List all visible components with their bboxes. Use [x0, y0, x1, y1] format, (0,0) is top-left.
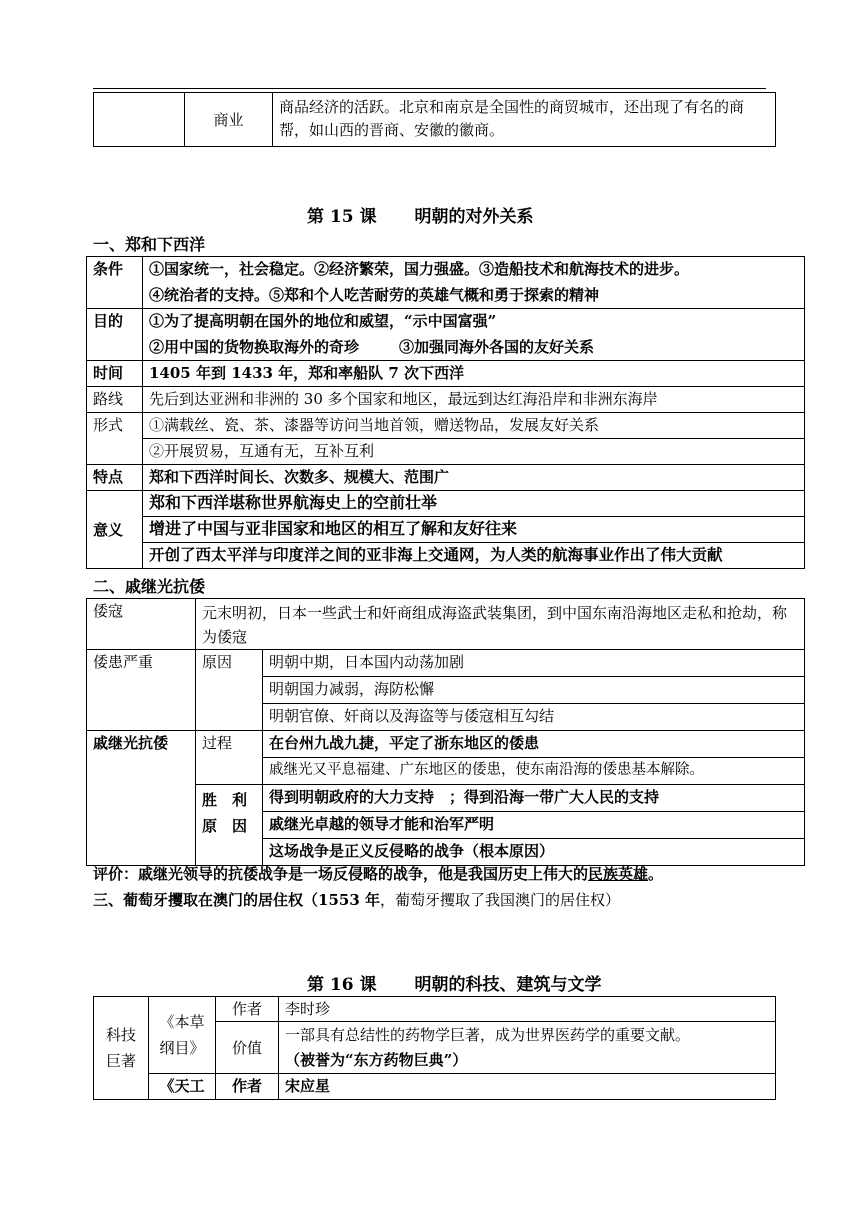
qi-table — [86, 598, 805, 866]
section-zhenghe-title: 一、郑和下西洋 — [93, 235, 206, 254]
significance-line-1: 郑和下西洋堪称世界航海史上的空前壮举 — [143, 491, 805, 517]
reason-label: 原因 — [196, 650, 263, 731]
process-line-2: 戚继光又平息福建、广东地区的倭患，使东南沿海的倭患基本解除。 — [263, 758, 805, 785]
lesson15-name: 明朝的对外关系 — [414, 207, 534, 227]
commerce-empty-cell — [94, 93, 185, 147]
goal-line-1: ①为了提高明朝在国外的地位和威望，“示中国富强” — [143, 309, 805, 335]
wokou-value: 元末明初，日本一些武士和奸商组成海盗武装集团，到中国东南沿海地区走私和抢劫，称为倭寇 — [196, 599, 805, 650]
lesson16-title — [307, 970, 602, 995]
author2-value: 宋应星 — [279, 1074, 776, 1100]
feature-label: 特点 — [87, 465, 143, 491]
book2-title: 《天工 — [149, 1074, 216, 1100]
process-line-1: 在台州九战九捷，平定了浙东地区的倭患 — [263, 731, 805, 758]
portugal-year: 1553 年 — [318, 891, 380, 909]
goal-label: 目的 — [87, 309, 143, 361]
science-label — [94, 997, 149, 1100]
lesson15-number: 第 15 课 — [307, 207, 377, 227]
value-label: 价值 — [216, 1022, 279, 1074]
victory-line-1: 得到明朝政府的大力支持 ；得到沿海一带广大人民的支持 — [263, 785, 805, 812]
form-line-2: ②开展贸易，互通有无，互补互利 — [143, 439, 805, 465]
cond-line-2: ④统治者的支持。⑤郑和个人吃苦耐劳的英雄气概和勇于探索的精神 — [143, 283, 805, 309]
lesson16-number: 第 16 课 — [307, 975, 377, 995]
value-cell — [279, 1022, 776, 1074]
science-label-text: 科技巨著 — [105, 1026, 136, 1070]
process-label: 过程 — [196, 731, 263, 785]
evaluation-hero: 民族英雄 — [588, 865, 649, 883]
author1-value: 李时珍 — [279, 997, 776, 1022]
lesson15-title — [307, 202, 534, 227]
cond-line-1: ①国家统一，社会稳定。②经济繁荣，国力强盛。③造船技术和航海技术的进步。 — [143, 257, 805, 283]
book1-cell — [149, 997, 216, 1074]
goal-2a: ②用中国的货物换取海外的奇珍 — [149, 337, 360, 356]
commerce-label: 商业 — [185, 93, 273, 147]
lesson16-name: 明朝的科技、建筑与文学 — [414, 975, 602, 995]
goal-2b: ③加强同海外各国的友好关系 — [399, 337, 595, 356]
author2-label: 作者 — [216, 1074, 279, 1100]
zhenghe-table — [86, 256, 805, 569]
victory-line-2: 戚继光卓越的领导才能和治军严明 — [263, 812, 805, 839]
wokou-label: 倭寇 — [87, 599, 196, 650]
serious-label: 倭患严重 — [87, 650, 196, 731]
route-value: 先后到达亚洲和非洲的 30 多个国家和地区，最远到达红海沿岸和非洲东海岸 — [143, 387, 805, 413]
section-portugal-title — [93, 889, 620, 910]
victory-label-1: 胜 利 — [202, 791, 248, 809]
author-label: 作者 — [216, 997, 279, 1022]
book1-title: 《本草纲目》 — [159, 1013, 205, 1057]
commerce-content: 商品经济的活跃。北京和南京是全国性的商贸城市，还出现了有名的商帮，如山西的晋商、安徽的徽商。 — [273, 93, 776, 147]
value1-line-a: 一部具有总结性的药物学巨著，成为世界医药学的重要文献。 — [285, 1026, 691, 1044]
victory-label-2: 原 因 — [202, 817, 248, 835]
significance-line-2: 增进了中国与亚非国家和地区的相互了解和友好往来 — [143, 517, 805, 543]
portugal-a: 三、葡萄牙攫取在澳门的居住权（ — [93, 891, 319, 909]
science-table — [93, 996, 776, 1100]
value1-line-b: （被誉为“东方药物巨典”） — [285, 1051, 468, 1069]
evaluation-pre: 评价：戚继光领导的抗倭战争是一场反侵略的战争，他是我国历史上伟大的 — [93, 865, 589, 883]
reason-line-3: 明朝官僚、奸商以及海盗等与倭寇相互勾结 — [263, 704, 805, 731]
header-rule — [93, 88, 766, 89]
feature-value: 郑和下西洋时间长、次数多、规模大、范围广 — [143, 465, 805, 491]
section-qi-title: 二、戚继光抗倭 — [93, 577, 206, 596]
reason-line-2: 明朝国力减弱，海防松懈 — [263, 677, 805, 704]
significance-label: 意义 — [87, 491, 143, 569]
time-value: 1405 年到 1433 年，郑和率船队 7 次下西洋 — [143, 361, 805, 387]
portugal-c: ，葡萄牙攫取了我国澳门的居住权） — [380, 891, 621, 909]
route-label: 路线 — [87, 387, 143, 413]
form-line-1: ①满载丝、瓷、茶、漆器等访问当地首领，赠送物品，发展友好关系 — [143, 413, 805, 439]
fight-label: 戚继光抗倭 — [87, 731, 196, 866]
victory-reason-label — [196, 785, 263, 866]
goal-line-2 — [143, 335, 805, 361]
victory-line-3: 这场战争是正义反侵略的战争（根本原因） — [263, 839, 805, 866]
commerce-table — [93, 92, 776, 147]
time-label: 时间 — [87, 361, 143, 387]
evaluation-post: 。 — [648, 865, 664, 883]
form-label: 形式 — [87, 413, 143, 465]
reason-line-1: 明朝中期，日本国内动荡加剧 — [263, 650, 805, 677]
evaluation-text — [93, 863, 663, 884]
significance-line-3: 开创了西太平洋与印度洋之间的亚非海上交通网，为人类的航海事业作出了伟大贡献 — [143, 543, 805, 569]
cond-label: 条件 — [87, 257, 143, 309]
